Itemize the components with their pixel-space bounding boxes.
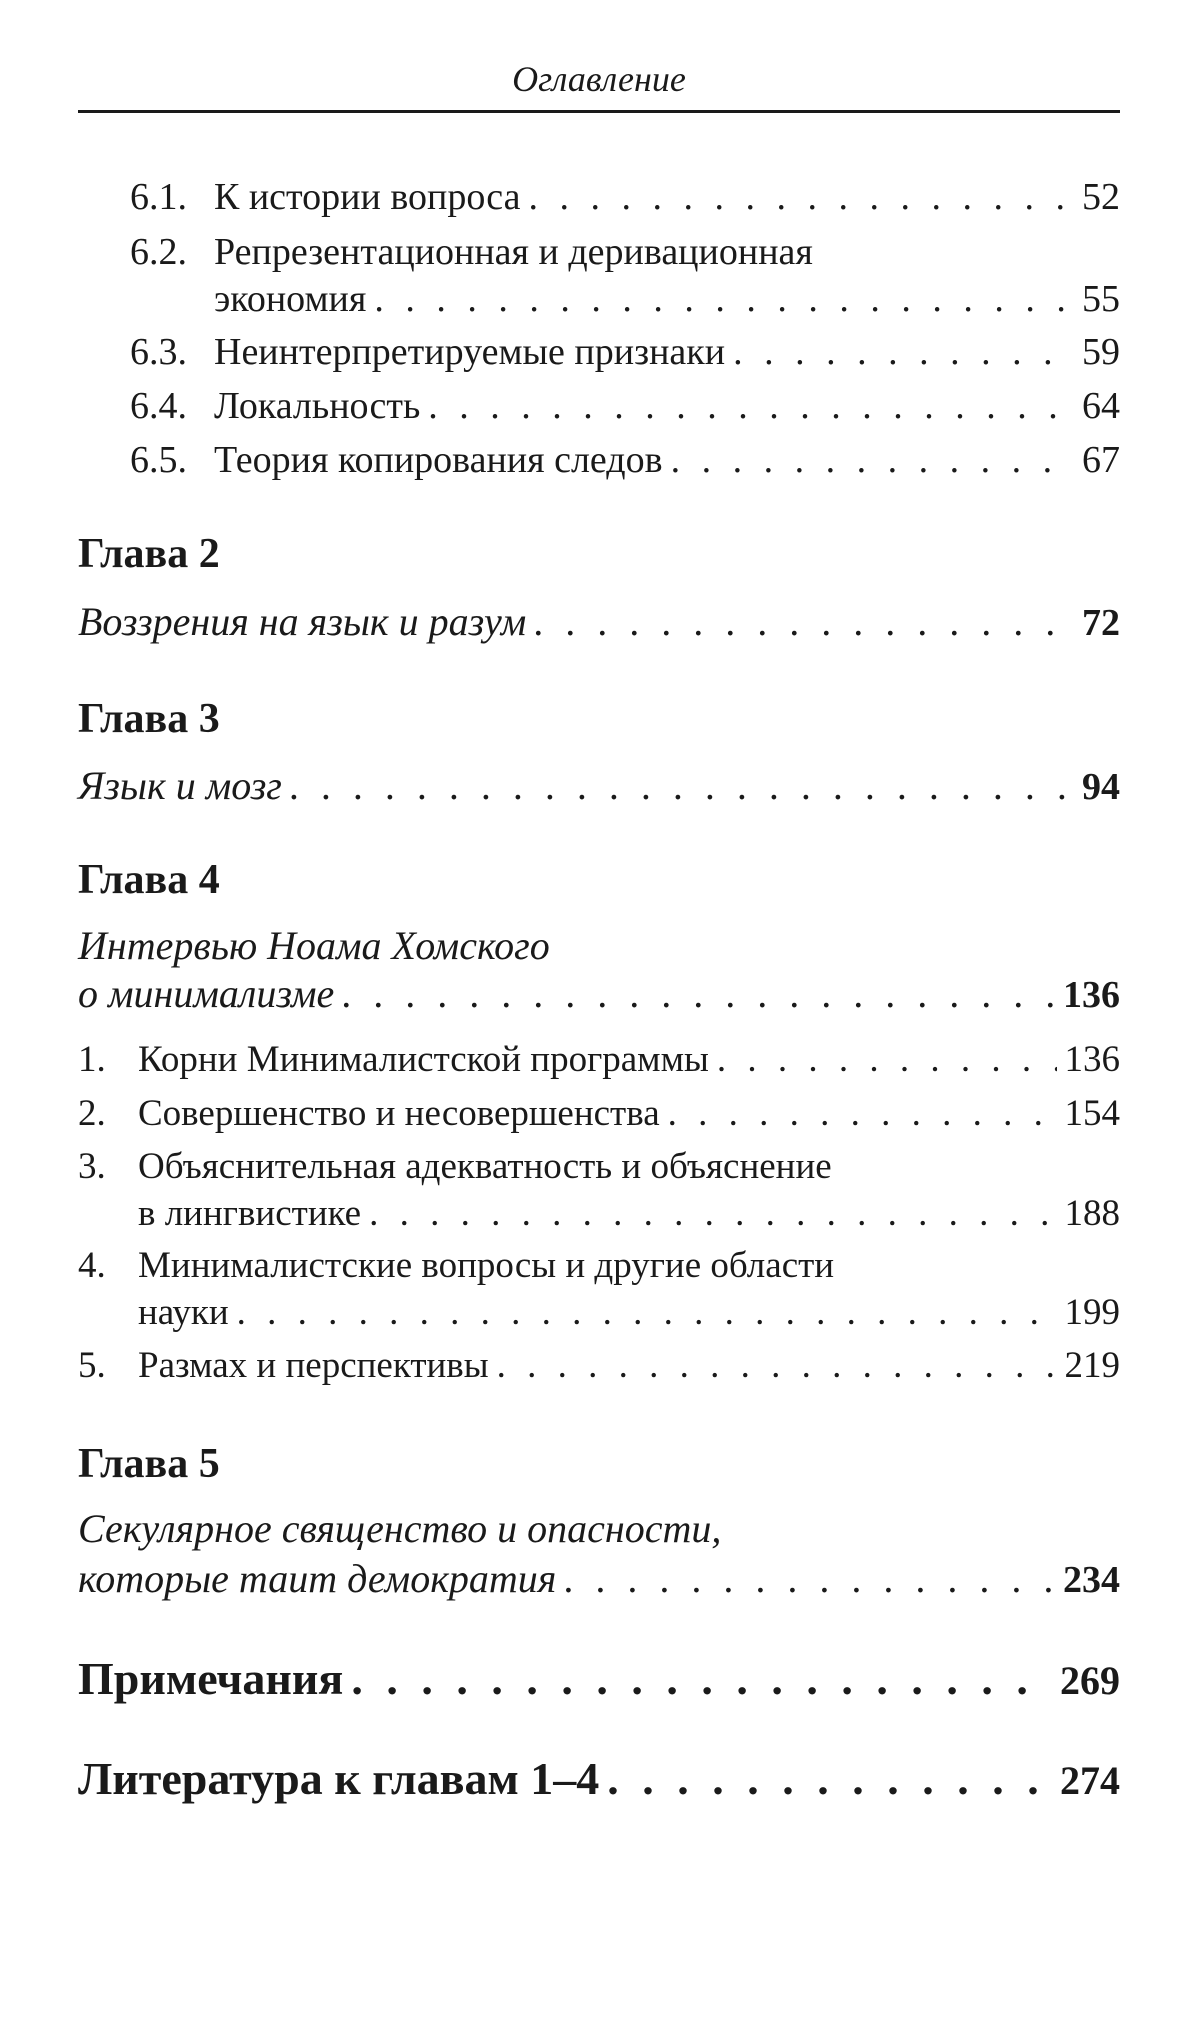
toc-entry-6-5[interactable] [130, 438, 1120, 482]
item-number: 2. [78, 1093, 106, 1134]
leader-dots [733, 330, 1074, 374]
toc-entry-4-3-line1[interactable] [78, 1145, 832, 1188]
leader-dots [374, 277, 1074, 321]
item-title: Корни Минималистской программы [138, 1039, 709, 1080]
chapter-title: которые таит демократия [78, 1556, 557, 1601]
toc-entry-literature[interactable] [78, 1752, 1120, 1805]
chapter-title: Воззрения на язык и разум [78, 599, 527, 644]
toc-entry-chapter-4[interactable] [78, 970, 1120, 1017]
section-title: Теория копирования следов [214, 439, 663, 481]
item-number: 1. [78, 1039, 106, 1080]
section-number: 6.1. [130, 176, 187, 218]
page-number: 219 [1064, 1345, 1120, 1386]
section-title: Локальность [214, 385, 421, 427]
item-title-line1: Минималистские вопросы и другие области [138, 1245, 835, 1286]
section-number: 6.4. [130, 385, 187, 427]
chapter-4-heading: Глава 4 [78, 857, 220, 903]
chapter-2-heading: Глава 2 [78, 531, 220, 577]
page-number: 94 [1082, 766, 1120, 808]
item-number: 4. [78, 1245, 106, 1286]
leader-dots [564, 1555, 1055, 1602]
leader-dots [717, 1038, 1057, 1081]
page-number: 234 [1063, 1559, 1120, 1601]
leader-dots [534, 598, 1074, 645]
section-number: 6.5. [130, 439, 187, 481]
page-number: 59 [1082, 331, 1120, 373]
page-number: 64 [1082, 385, 1120, 427]
toc-entry-notes[interactable] [78, 1652, 1120, 1705]
page-number: 199 [1064, 1292, 1120, 1333]
item-number: 5. [78, 1345, 106, 1386]
page-number: 274 [1060, 1758, 1120, 1803]
leader-dots [342, 970, 1055, 1017]
leader-dots [668, 1092, 1057, 1135]
toc-entry-6-2-line1[interactable] [130, 230, 813, 274]
header-rule [78, 110, 1120, 113]
toc-entry-6-4[interactable] [130, 384, 1120, 428]
item-number: 3. [78, 1146, 106, 1187]
item-title: Размах и перспективы [138, 1345, 489, 1386]
item-title: Совершенство и несовершенства [138, 1093, 660, 1134]
page-number: 72 [1082, 602, 1120, 644]
leader-dots [671, 438, 1074, 482]
toc-entry-6-3[interactable] [130, 330, 1120, 374]
section-number: 6.3. [130, 331, 187, 373]
section-title: Неинтерпретируемые признаки [214, 331, 726, 373]
leader-dots [290, 762, 1074, 809]
leader-dots [237, 1291, 1057, 1334]
chapter-5-title-line1: Секулярное священство и опасности, [78, 1506, 722, 1551]
page-number: 136 [1064, 1039, 1120, 1080]
leader-dots [497, 1344, 1057, 1387]
item-title: в лингвистике [138, 1193, 362, 1234]
section-title: К истории вопроса [214, 176, 521, 218]
section-title: экономия [214, 278, 367, 320]
toc-entry-6-2[interactable] [214, 277, 1120, 321]
toc-entry-chapter-2[interactable] [78, 598, 1120, 645]
leader-dots [607, 1752, 1052, 1805]
chapter-title: Язык и мозг [78, 763, 282, 808]
toc-entry-6-1[interactable] [130, 175, 1120, 219]
chapter-4-title-line1: Интервью Ноама Хомского [78, 923, 550, 968]
chapter-title: о минимализме [78, 971, 335, 1016]
page-number: 52 [1082, 176, 1120, 218]
page-number: 154 [1064, 1093, 1120, 1134]
toc-entry-chapter-5[interactable] [78, 1555, 1120, 1602]
page-number: 188 [1064, 1193, 1120, 1234]
toc-entry-4-5[interactable] [78, 1344, 1120, 1387]
leader-dots [369, 1192, 1056, 1235]
toc-entry-4-4[interactable] [138, 1291, 1120, 1334]
page-number: 67 [1082, 439, 1120, 481]
item-title: науки [138, 1292, 229, 1333]
toc-entry-4-1[interactable] [78, 1038, 1120, 1081]
chapter-3-heading: Глава 3 [78, 696, 220, 742]
notes-title: Примечания [78, 1653, 344, 1704]
toc-entry-4-2[interactable] [78, 1092, 1120, 1135]
page-number: 55 [1082, 278, 1120, 320]
leader-dots [351, 1652, 1052, 1705]
item-title-line1: Объяснительная адекватность и объяснение [138, 1146, 832, 1187]
toc-entry-chapter-3[interactable] [78, 762, 1120, 809]
section-number: 6.2. [130, 231, 187, 273]
chapter-5-heading: Глава 5 [78, 1441, 220, 1487]
section-title-line1: Репрезентационная и деривационная [214, 231, 813, 273]
toc-entry-4-4-line1[interactable] [78, 1244, 834, 1287]
literature-title: Литература к главам 1–4 [78, 1753, 600, 1804]
running-head: Оглавление [512, 59, 686, 99]
page-number: 269 [1060, 1658, 1120, 1703]
leader-dots [529, 175, 1075, 219]
leader-dots [428, 384, 1074, 428]
page-number: 136 [1063, 974, 1120, 1016]
toc-entry-4-3[interactable] [138, 1192, 1120, 1235]
